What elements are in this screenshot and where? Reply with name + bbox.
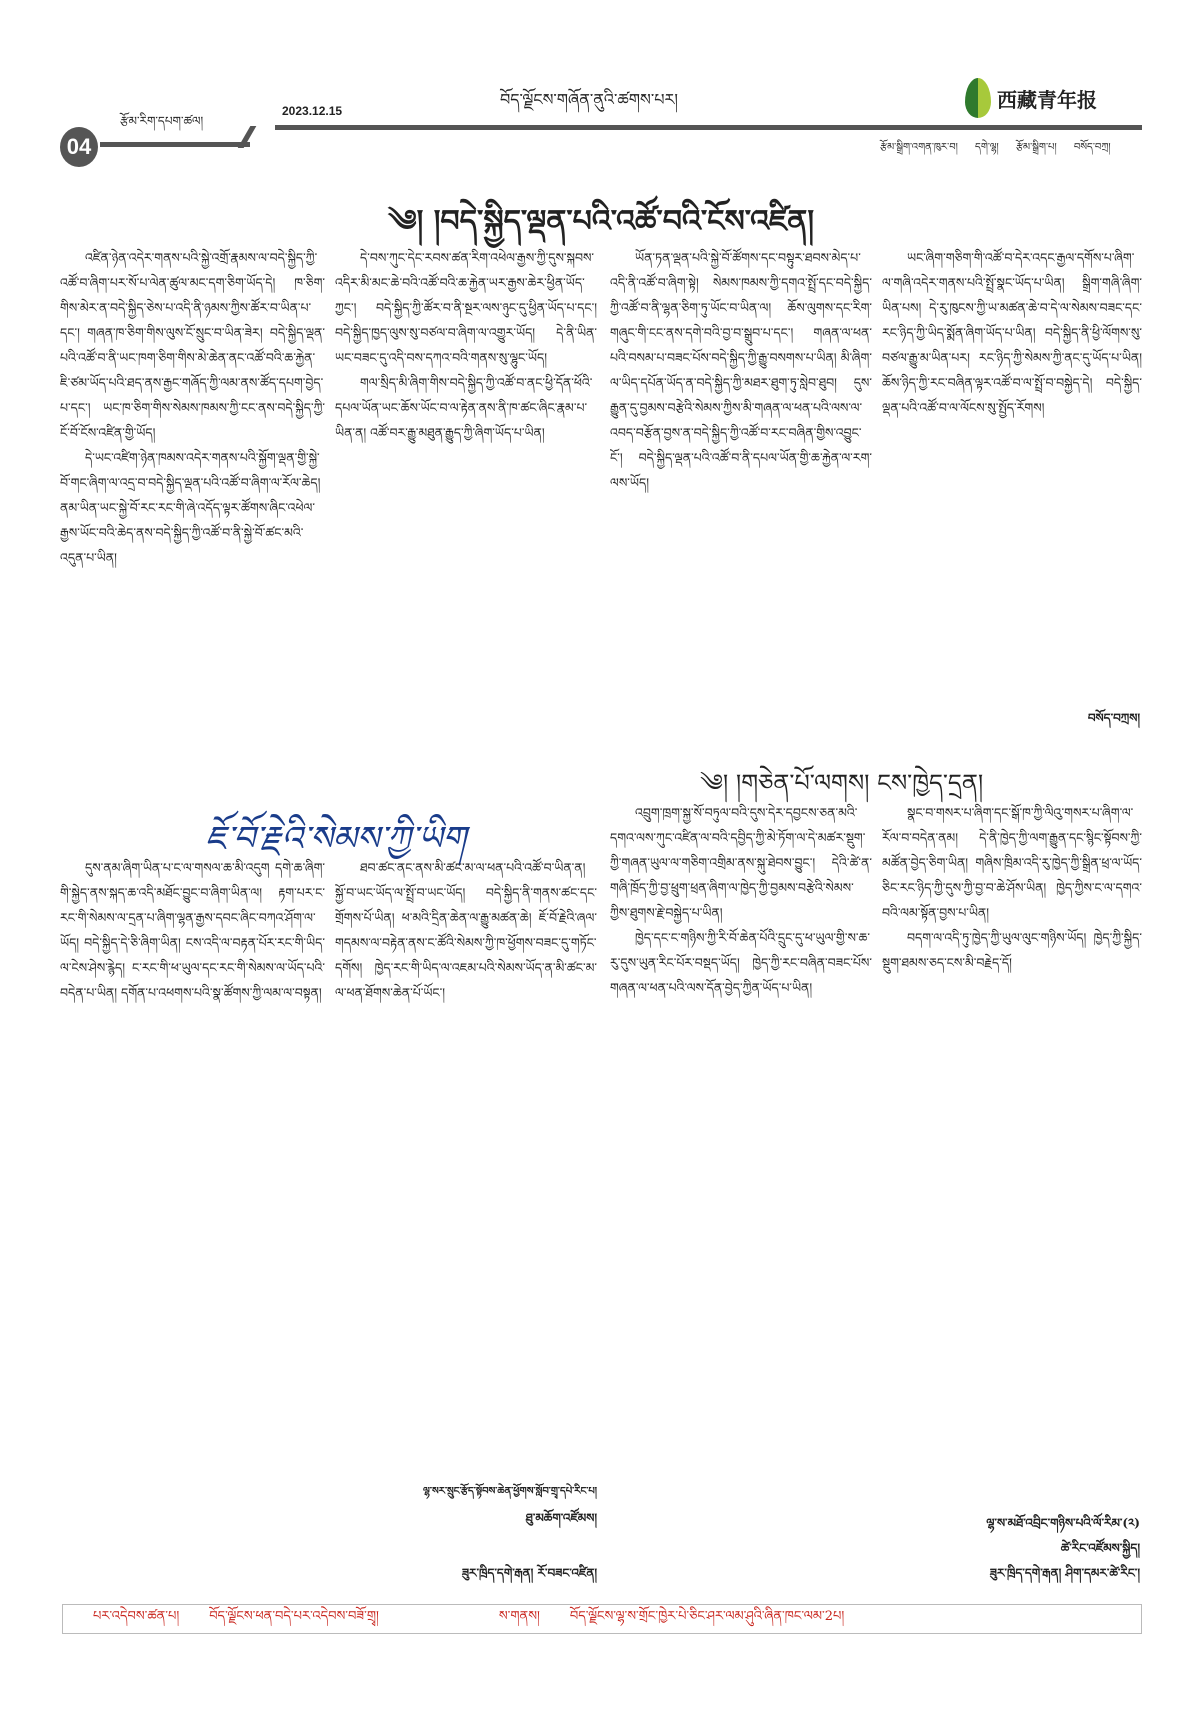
section-name: རྩོམ་རིག་དཔག་ཚལ། [120, 114, 204, 128]
masthead: བོད་ལྗོངས་གཞོན་ནུའི་ཚགས་པར། [500, 90, 678, 109]
paragraph: འབྲུག་ཁྲག་སྐྱ་སོ་བཏུལ་བའི་དུས་དེར་དབྱངས་ཅན་མའི་དགའ་ལས་ཀུང་འཛིན་ལ་བའི་དབྱིད་ཀྱི་མེ་ཏོག་ལ་དེ་མཚར་སྡུག་ཀྱི་གཞན་ཡུལ་ལ་གཅིག་འགྲིམ་ནས་སྐུ་ཐེབས་བྱུང་། དེའི་ཚེ་ན་གཞི་ཁྲོད་ཀྱི་བྱ་ཕྲུག་ཕྲན་ཞིག་ལ་ཁྱེད་ཀྱི་བྱམས་བརྩེའི་སེམས་ཀྱིས་ཐུགས་རྗེ་བསྐྱེད་པ་ཡིན། [610, 805, 872, 920]
paragraph: སྣང་བ་གསར་པ་ཞིག་དང་སྒོ་ཁ་ཀྱི་ལིའུ་གསར་པ་ཞིག་ལ་རོལ་བ་བདེན་ནམ། དེ་ནི་ཁྱེད་ཀྱི་ལག་རྒྱུན་དང་སྙིང་སྟོབས་ཀྱི་མཚོན་བྱེད་ཅིག་ཡིན། གཞིས་ཁྲིམ་འདི་རུ་ཁྱེད་ཀྱི་སྒྲིན་ཕྲ་ལ་ཡོད་ཅིང་རང་ཉིད་ཀྱི་དུས་ཀྱི་བྱ་བ་ཆེ་ཤོས་ཡིན། ཁྱེད་ཀྱིས་ང་ལ་དགའ་བའི་ལམ་སྟོན་བྱས་པ་ཡིན། [882, 805, 1142, 920]
paragraph: ཁྱེད་དང་ང་གཉིས་ཀྱི་རི་བོ་ཆེན་པོའི་དྲུང་དུ་ཕ་ཡུལ་གྱི་ས་ཆ་རུ་དུས་ཡུན་རིང་པོར་བསྡད་ཡོད། ཁྱེད་ཀྱི་རང་བཞིན་བཟང་པོས་གཞན་ལ་ཕན་པའི་ལས་དོན་བྱེད་ཀྱིན་ཡོད་པ་ཡིན། [610, 930, 872, 995]
leaf-logo-icon [965, 78, 991, 118]
paragraph: འཛིན་ཉེན་འདེར་གནས་པའི་སྐྱེ་འགྲོ་རྣམས་ལ་བདེ་སྐྱིད་ཀྱི་འཚོ་བ་ཞིག་པར་སོ་པ་ལེན་ཚུལ་མང་དག་ཅིག་ཡོད་དེ། ཁ་ཅིག་གིས་མེར་ན་བདེ་སྐྱིད་ཅེས་པ་འདི་ནི་ཉམས་ཀྱིས་ཚོར་བ་ཡིན་པ་དང་། གཞན་ཁ་ཅིག་གིས་ལུས་ངོ་སྲུང་བ་ཡིན་ཟེར། བདེ་སྐྱིད་ལྡན་པའི་འཚོ་བ་ནི་ཡང་ཁག་ཅིག་གིས་མེ་ཆེན་ནང་འཚོ་བའི་ཆ་རྐྱེན་ཇི་ཙམ་ཡོད་པའི་ཐད་ནས་རྒྱང་གཞོད་ཀྱི་ལམ་ནས་ཚོད་དཔག་བྱེད་པ་དང་། ཡང་ཁ་ཅིག་གིས་སེམས་ཁམས་ཀྱི་ངང་ནས་བདེ་སྐྱིད་ཀྱི་ངོ་བོ་ངོས་འཛིན་གྱི་ཡོད། [60, 250, 325, 440]
footer-printer: བོད་ལྗོངས་ཕན་བདེ་པར་འདེབས་བཟོ་གྲྭ། [209, 1608, 379, 1624]
footer-address-label: ས་གནས། [498, 1608, 540, 1624]
issue-date: 2023.12.15 [282, 104, 343, 118]
article3-note: ལྷ་སར་སྲུང་རྩོད་སྟོབས་ཆེན་ཕྱོགས་སློབ་གྲྭ་དཔེ་རིང་པ། [423, 1486, 597, 1497]
article1-col4 [882, 245, 1142, 685]
article1-col3 [610, 245, 872, 720]
paragraph: དེ་ཡང་འཛིག་ཉེན་ཁམས་འདེར་གནས་པའི་སྐྱོག་ལྡན་གྱི་སྐྱེ་བོ་གང་ཞིག་ལ་འདྲ་བ་བདེ་སྐྱིད་ལྡན་པའི་འཚོ་བ་ཞིག་ལ་རོལ་ཆེད། ནམ་ཡིན་ཡང་སྐྱེ་བོ་རང་རང་གི་ཞེ་འདོད་ལྟར་ཚོགས་ཞིང་འཕེལ་རྒྱས་ཡོང་བའི་ཆེད་ནས་བདེ་སྐྱིད་ཀྱི་འཚོ་བ་ནི་སྐྱེ་བོ་ཚང་མའི་འདུན་པ་ཡིན། [60, 450, 321, 565]
article3-author: ཐུ་མཆོག་འཛོམས། [525, 1511, 597, 1525]
article3-col2 [335, 855, 597, 1455]
editors: རྩོམ་སྒྲིག་འགན་ཁུར་བ། དགེ་ལྷ། རྩོམ་སྒྲིག་པ། བསོད་བཀྲ། [880, 142, 1111, 153]
paragraph: གལ་སྲིད་མི་ཞིག་གིས་བདེ་སྐྱིད་ཀྱི་འཚོ་བ་ནང་ཕྱི་དོན་ཕོའི་དཔལ་ཡོན་ཡང་ཆོས་ཡོང་བ་ལ་རྟེན་ནས་ནི་ཁ་ཚང་ཞིང་རྣམ་པ་ཡིན་ན། འཚོ་བར་རྒྱུ་མཐུན་རྒྱུད་ཀྱི་ཞིག་ཡོད་པ་ཡིན། [335, 375, 593, 440]
footer-bar [62, 1604, 1142, 1634]
paragraph: ཡོན་ཏན་ལྡན་པའི་སྐྱེ་བོ་ཚོགས་དང་བསྟུར་ཐབས་མེད་པ་འདི་ནི་འཚོ་བ་ཞིག་སྟེ། སེམས་ཁམས་ཀྱི་དགའ་སྤྲོ་དང་བདེ་སྐྱིད་ཀྱི་འཚོ་བ་ནི་ལྷན་ཅིག་ཏུ་ཡོང་བ་ཡིན་ལ། ཆོས་ལུགས་དང་རིག་གཞུང་གི་ངང་ནས་དགེ་བའི་བྱ་བ་སྒྲུབ་པ་དང་། གཞན་ལ་ཕན་པའི་བསམ་པ་བཟང་པོས་བདེ་སྐྱིད་ཀྱི་རྒྱུ་བསགས་པ་ཡིན། མི་ཞིག་ལ་ཡིད་དཔོན་ཡོད་ན་བདེ་སྐྱིད་ཀྱི་མཐར་ཐུག་ཏུ་སླེབ་ཐུབ། དུས་རྒྱུན་དུ་བྱམས་བརྩེའི་སེམས་ཀྱིས་མི་གཞན་ལ་ཕན་པའི་ལས་ལ་འབད་བརྩོན་བྱས་ན་བདེ་སྐྱིད་ཀྱི་འཚོ་བ་རང་བཞིན་གྱིས་འབྱུང་ངོ་། བདེ་སྐྱིད་ལྡན་པའི་འཚོ་བ་ནི་དཔལ་ཡོན་གྱི་ཆ་རྐྱེན་ལ་རག་ལས་ཡོད། [610, 250, 872, 490]
footer-address: བོད་ལྗོངས་ལྷ་ས་གྲོང་ཁྱེར་པེ་ཅིང་ཤར་ལམ་ཤུའི་ཞིན་ཁང་ལམ་2པ། [569, 1608, 845, 1624]
paragraph: དེ་བས་ཀུང་དེང་རབས་ཚན་རིག་འཕེལ་རྒྱས་ཀྱི་དུས་སྐབས་འདིར་མི་མང་ཆེ་བའི་འཚོ་བའི་ཆ་རྐྱེན་ཡར་རྒྱས་ཆེར་ཕྱིན་ཡོད་ཀྱང་། བདེ་སྐྱིད་ཀྱི་ཚོར་བ་ནི་སྔར་ལས་ཉུང་དུ་ཕྱིན་ཡོད་པ་དང་། བདེ་སྐྱིད་ཁྱད་ལུས་སུ་བཙལ་བ་ཞིག་ལ་འགྱུར་ཡོད། དེ་ནི་ཡིན་ཡང་བཟང་དུ་འདི་བས་དཀའ་བའི་གནས་སུ་ལྷུང་ཡོད། [335, 250, 597, 365]
article3-title-art: ཇོ་བོ་རྗེའི་སེམས་ཀྱི་ཡིག [205, 819, 466, 859]
article1-col2 [335, 245, 597, 725]
article2-col4 [882, 800, 1142, 1500]
article3-teacher: ཟུར་ཁྲིད་དགེ་རྒན། རོ་བཟང་འཛིན། [461, 1566, 597, 1580]
article2-author: ཚེ་རིང་འཛོམས་སྐྱིད། [1060, 1541, 1140, 1555]
footer-printer-label: པར་འདེབས་ཚན་པ། [93, 1608, 180, 1624]
article2-teacher: ཟུར་ཁྲིད་དགེ་རྒན། ཤིག་དམར་ཚེ་རིང་། [989, 1566, 1140, 1580]
article1-author: བསོད་བཀྲས། [1087, 711, 1140, 725]
header-rule-left [100, 142, 250, 147]
article2-heading: ༄། །གཅེན་པོ་ལགས། ངས་ཁྱེད་དྲན། [700, 769, 984, 797]
header-rule [275, 125, 1142, 130]
paragraph: བདག་ལ་འདི་ཏུ་ཁྱེད་ཀྱི་ཡུལ་ལུང་གཉིས་ཡོད། ཁྱེད་ཀྱི་སྐྱིད་སྡུག་ཐམས་ཅད་ངས་མི་བརྗེད་དོ། [882, 930, 1142, 970]
article1-col1 [60, 245, 325, 725]
article2-school: ལྷ་ས་མཐོ་འབྲིང་གཉིས་པའི་ལོ་རིམ་(༢) [986, 1516, 1140, 1530]
article3-col1 [60, 855, 325, 1590]
article2-col3 [610, 800, 872, 1590]
logo [965, 78, 1097, 118]
paragraph: དུས་ནམ་ཞིག་ཡིན་པ་ང་ལ་གསལ་ཆ་མི་འདུག དགེ་ཆ་ཞིག་གི་སྐྱེད་ནས་སྐད་ཆ་འདི་མཐོང་བྱུང་བ་ཞིག་ཡིན་ལ། རྟག་པར་ང་རང་གི་སེམས་ལ་དྲན་པ་ཞིག་ལྷན་རྒྱས་དབང་ཞིང་བཀའ་ཤོག་ལ་ཡོད། བདེ་སྐྱིད་དེ་ཅི་ཞིག་ཡིན། ངས་འདི་ལ་བརྟན་པོར་རང་གི་ཡིད་ལ་ངེས་ཤེས་རྙེད། ང་རང་གི་ཕ་ཡུལ་དང་རང་གི་སེམས་ལ་ཡོད་པའི་བདེན་པ་ཡིན། དགོན་པ་འཕགས་པའི་སྣ་ཚོགས་ཀྱི་ལམ་ལ་བསྟན། [60, 860, 325, 1000]
paragraph: ཡང་ཞིག་གཅིག་གི་འཚོ་བ་དེར་འདང་རྒྱལ་དགོས་པ་ཞིག་ལ་གཞི་འདེར་གནས་པའི་སྤྲོ་སྣང་ཡོད་པ་ཡིན། སྒྲིག་གཞི་ཞིག་ཡིན་པས། དེ་རུ་ཁུངས་ཀྱི་ཡ་མཚན་ཆེ་བ་དེ་ལ་སེམས་བཟང་དང་རང་ཉིད་ཀྱི་ཡིད་སྨོན་ཞིག་ཡོད་པ་ཡིན། བདེ་སྐྱིད་ནི་ཕྱི་ལོགས་སུ་བཙལ་རྒྱུ་མ་ཡིན་པར། རང་ཉིད་ཀྱི་སེམས་ཀྱི་ནང་དུ་ཡོད་པ་ཡིན། ཆོས་ཉིད་ཀྱི་རང་བཞིན་ལྟར་འཚོ་བ་ལ་སྤྲོ་བ་བསྐྱེད་དེ། བདེ་སྐྱིད་ལྡན་པའི་འཚོ་བ་ལ་ལོངས་སུ་སྤྱོད་རོགས། [882, 250, 1142, 415]
logo-text: 西藏青年报 [997, 87, 1097, 112]
page-number: 04 [60, 127, 98, 167]
article-title: ༄། །བདེ་སྐྱིད་ལྡན་པའི་འཚོ་བའི་ངོས་འཛིན། [388, 204, 814, 239]
paragraph: ཐབ་ཚང་ནང་ནས་མི་ཚང་མ་ལ་ཕན་པའི་འཚོ་བ་ཡིན་ན། སྐྱོ་བ་ཡང་ཡོད་ལ་སྤྲོ་བ་ཡང་ཡོད། བདེ་སྐྱིད་ནི་གནས་ཚང་དང་གྲོགས་པོ་ཡིན། ཕ་མའི་དྲིན་ཆེན་ལ་རྒྱུ་མཚན་ཆེ། ཇོ་བོ་རྗེའི་ཞལ་གདམས་ལ་བརྟེན་ནས་ང་ཚོའི་སེམས་ཀྱི་ཁ་ཕྱོགས་བཟང་དུ་གཏོང་དགོས། ཁྱེད་རང་གི་ཡིད་ལ་འཇམ་པའི་སེམས་ཡོད་ན་མི་ཚང་མ་ལ་ཕན་ཐོགས་ཆེན་པོ་ཡོང་། [335, 860, 597, 1000]
